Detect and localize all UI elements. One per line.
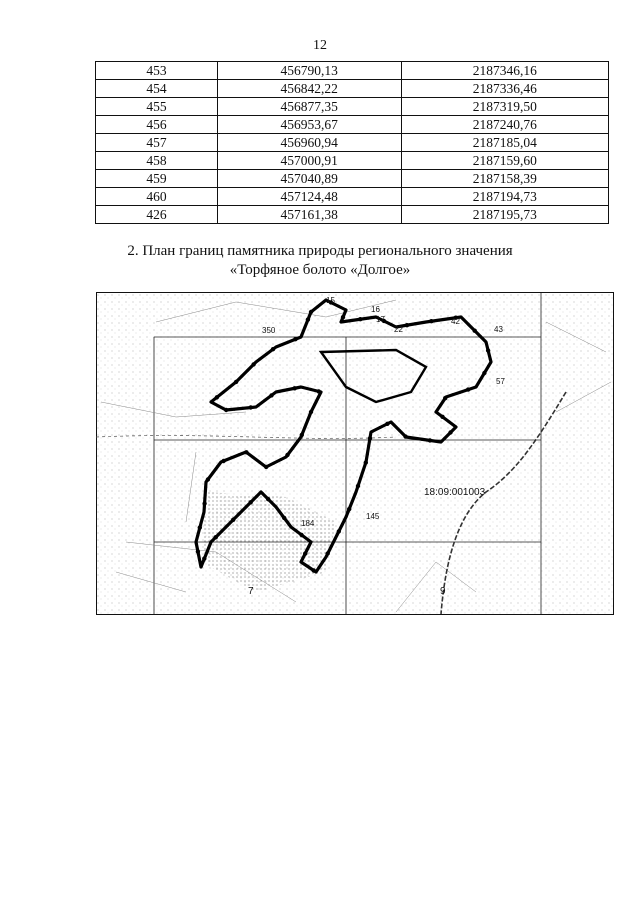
boundary-point — [196, 534, 199, 537]
y-coordinate-cell: 2187240,76 — [401, 116, 608, 134]
point-number-cell: 460 — [96, 188, 218, 206]
boundary-point — [326, 551, 330, 555]
boundary-point — [334, 537, 337, 540]
boundary-point — [485, 341, 488, 344]
boundary-point — [246, 369, 249, 372]
boundary-point — [412, 437, 415, 440]
point-label: 16 — [371, 305, 380, 314]
boundary-point — [420, 438, 423, 441]
boundary-point — [294, 529, 297, 532]
boundary-point — [263, 399, 266, 402]
boundary-point — [482, 371, 486, 375]
boundary-point — [405, 323, 409, 327]
boundary-point — [354, 492, 357, 495]
x-coordinate-cell: 456790,13 — [217, 62, 401, 80]
boundary-point — [366, 453, 369, 456]
boundary-point — [344, 308, 347, 311]
parcel-label: 18:09:001003 — [424, 487, 486, 498]
boundary-point — [473, 329, 477, 333]
boundary-point — [285, 388, 288, 391]
boundary-point — [317, 396, 320, 399]
boundary-point — [462, 318, 465, 321]
point-label: 22 — [394, 325, 403, 334]
boundary-point — [300, 333, 303, 336]
boundary-point — [428, 438, 432, 442]
boundary-point — [443, 396, 447, 400]
boundary-point — [351, 319, 354, 322]
boundary-point — [288, 523, 291, 526]
boundary-point — [343, 320, 346, 323]
boundary-point — [198, 525, 202, 529]
boundary-point — [272, 462, 275, 465]
boundary-point — [216, 465, 219, 468]
y-coordinate-cell: 2187158,39 — [401, 170, 608, 188]
y-coordinate-cell: 2187195,73 — [401, 206, 608, 224]
point-number-cell: 458 — [96, 152, 218, 170]
boundary-point — [306, 418, 309, 421]
boundary-point — [422, 321, 425, 324]
boundary-point — [255, 495, 258, 498]
boundary-point — [379, 426, 382, 429]
boundary-point — [282, 516, 286, 520]
boundary-point — [200, 518, 203, 521]
boundary-map — [96, 292, 614, 615]
boundary-point — [300, 433, 304, 437]
boundary-point — [206, 550, 209, 553]
boundary-point — [459, 391, 462, 394]
boundary-point — [368, 436, 372, 440]
boundary-point — [243, 507, 246, 510]
boundary-point — [313, 403, 316, 406]
x-coordinate-cell: 456877,35 — [217, 98, 401, 116]
boundary-point — [303, 326, 306, 329]
boundary-point — [487, 364, 490, 367]
table-row — [96, 152, 609, 170]
boundary-point — [345, 515, 348, 518]
point-label: 17 — [376, 315, 385, 324]
boundary-point — [296, 440, 299, 443]
table-row — [96, 62, 609, 80]
boundary-point — [439, 404, 442, 407]
boundary-point — [271, 347, 275, 351]
coordinates-table — [95, 61, 609, 224]
y-coordinate-cell: 2187194,73 — [401, 188, 608, 206]
boundary-point — [474, 386, 477, 389]
boundary-point — [228, 386, 231, 389]
boundary-point — [279, 458, 282, 461]
boundary-point — [317, 389, 321, 393]
point-number-cell: 455 — [96, 98, 218, 116]
boundary-point — [202, 556, 206, 560]
boundary-point — [209, 542, 212, 545]
boundary-point — [249, 500, 253, 504]
boundary-point — [203, 510, 206, 513]
boundary-point — [269, 393, 273, 397]
page-number: 12 — [313, 38, 327, 53]
boundary-point — [429, 319, 433, 323]
boundary-point — [479, 379, 482, 382]
y-coordinate-cell: 2187336,46 — [401, 80, 608, 98]
boundary-point — [286, 341, 289, 344]
boundary-point — [251, 362, 255, 366]
table-row — [96, 206, 609, 224]
x-coordinate-cell: 457040,89 — [217, 170, 401, 188]
point-label: 145 — [366, 512, 380, 521]
boundary-point — [233, 408, 236, 411]
section-heading-line-2: «Торфяное болото «Долгое» — [229, 262, 411, 278]
point-label: 43 — [494, 325, 503, 334]
boundary-point — [240, 375, 243, 378]
boundary-point — [393, 424, 396, 427]
y-coordinate-cell: 2187346,16 — [401, 62, 608, 80]
boundary-point — [316, 305, 319, 308]
boundary-point — [265, 353, 268, 356]
boundary-point — [448, 420, 451, 423]
boundary-point — [303, 426, 306, 429]
boundary-point — [309, 388, 312, 391]
boundary-point — [249, 405, 253, 409]
section-heading-line-1: 2. План границ памятника природы регионального значения — [127, 243, 513, 259]
boundary-point — [258, 461, 261, 464]
x-coordinate-cell: 457124,48 — [217, 188, 401, 206]
boundary-point — [279, 344, 282, 347]
boundary-point — [403, 434, 407, 438]
map-background-texture — [97, 293, 613, 614]
boundary-point — [322, 300, 325, 303]
boundary-point — [277, 390, 280, 393]
point-label: 184 — [301, 519, 315, 528]
boundary-point — [252, 456, 255, 459]
table-row — [96, 80, 609, 98]
boundary-point — [451, 393, 454, 396]
boundary-point — [278, 510, 281, 513]
y-coordinate-cell: 2187319,50 — [401, 98, 608, 116]
point-label: 57 — [496, 377, 505, 386]
boundary-point — [454, 425, 457, 428]
boundary-point — [398, 429, 401, 432]
quarter-label-9: 9 — [440, 586, 446, 597]
boundary-point — [204, 494, 207, 497]
x-coordinate-cell: 456960,94 — [217, 134, 401, 152]
point-number-cell: 454 — [96, 80, 218, 98]
boundary-point — [351, 500, 354, 503]
boundary-point — [367, 445, 370, 448]
boundary-point — [466, 387, 470, 391]
table-row — [96, 98, 609, 116]
boundary-point — [435, 410, 438, 413]
point-label: 350 — [262, 326, 276, 335]
point-label: 42 — [451, 317, 460, 326]
table-row — [96, 170, 609, 188]
boundary-point — [204, 486, 207, 489]
boundary-point — [367, 317, 370, 320]
boundary-point — [264, 465, 268, 469]
boundary-map-svg — [96, 292, 614, 615]
boundary-point — [356, 484, 360, 488]
boundary-point — [307, 545, 310, 548]
point-number-cell: 426 — [96, 206, 218, 224]
boundary-point — [341, 315, 345, 319]
boundary-point — [299, 533, 303, 537]
boundary-point — [224, 408, 228, 412]
boundary-point — [220, 530, 223, 533]
boundary-point — [215, 395, 219, 399]
boundary-point — [440, 415, 444, 419]
x-coordinate-cell: 457161,38 — [217, 206, 401, 224]
boundary-point — [210, 401, 213, 404]
boundary-point — [337, 529, 341, 533]
point-number-cell: 457 — [96, 134, 218, 152]
boundary-point — [202, 501, 206, 505]
boundary-point — [489, 357, 492, 360]
boundary-point — [231, 518, 235, 522]
boundary-point — [479, 335, 482, 338]
table-row — [96, 188, 609, 206]
y-coordinate-cell: 2187159,60 — [401, 152, 608, 170]
boundary-point — [266, 497, 270, 501]
boundary-point — [309, 310, 313, 314]
boundary-point — [226, 524, 229, 527]
boundary-point — [206, 477, 210, 481]
boundary-point — [300, 559, 303, 562]
boundary-point — [307, 538, 310, 541]
point-number-cell: 453 — [96, 62, 218, 80]
boundary-point — [364, 460, 368, 464]
quarter-label-7: 7 — [248, 586, 254, 597]
point-label: 15 — [326, 296, 335, 305]
boundary-point — [211, 471, 214, 474]
boundary-point — [414, 322, 417, 325]
boundary-point — [341, 523, 344, 526]
boundary-point — [200, 565, 203, 568]
boundary-point — [285, 453, 289, 457]
boundary-point — [446, 317, 449, 320]
x-coordinate-cell: 456842,22 — [217, 80, 401, 98]
boundary-point — [347, 507, 351, 511]
boundary-point — [241, 407, 244, 410]
table-row — [96, 116, 609, 134]
boundary-point — [195, 542, 198, 545]
boundary-point — [448, 430, 452, 434]
boundary-point — [443, 437, 446, 440]
boundary-point — [198, 558, 201, 561]
boundary-point — [306, 317, 310, 321]
boundary-point — [257, 404, 260, 407]
boundary-point — [371, 430, 374, 433]
point-number-cell: 459 — [96, 170, 218, 188]
point-number-cell: 456 — [96, 116, 218, 134]
boundary-point — [318, 566, 321, 569]
boundary-point — [303, 551, 307, 555]
boundary-point — [214, 535, 218, 539]
boundary-point — [301, 386, 304, 389]
boundary-point — [221, 459, 225, 463]
boundary-point — [261, 492, 264, 495]
boundary-point — [258, 358, 261, 361]
boundary-point — [238, 512, 241, 515]
boundary-point — [196, 549, 200, 553]
boundary-point — [230, 456, 233, 459]
boundary-point — [337, 305, 340, 308]
boundary-point — [322, 559, 325, 562]
boundary-point — [437, 440, 440, 443]
boundary-point — [362, 469, 365, 472]
boundary-point — [293, 386, 297, 390]
y-coordinate-cell: 2187185,04 — [401, 134, 608, 152]
boundary-point — [217, 405, 220, 408]
boundary-point — [359, 477, 362, 480]
boundary-point — [273, 504, 276, 507]
boundary-point — [293, 337, 297, 341]
boundary-point — [330, 545, 333, 548]
boundary-point — [467, 323, 470, 326]
boundary-point — [237, 453, 240, 456]
boundary-point — [222, 391, 225, 394]
boundary-point — [305, 564, 308, 567]
boundary-point — [390, 323, 393, 326]
boundary-point — [358, 317, 362, 321]
boundary-point — [385, 422, 389, 426]
boundary-point — [438, 319, 441, 322]
boundary-point — [309, 410, 313, 414]
boundary-point — [486, 348, 490, 352]
x-coordinate-cell: 457000,91 — [217, 152, 401, 170]
boundary-point — [244, 450, 248, 454]
boundary-point — [312, 568, 316, 572]
boundary-point — [234, 380, 238, 384]
table-row — [96, 134, 609, 152]
x-coordinate-cell: 456953,67 — [217, 116, 401, 134]
boundary-point — [291, 447, 294, 450]
